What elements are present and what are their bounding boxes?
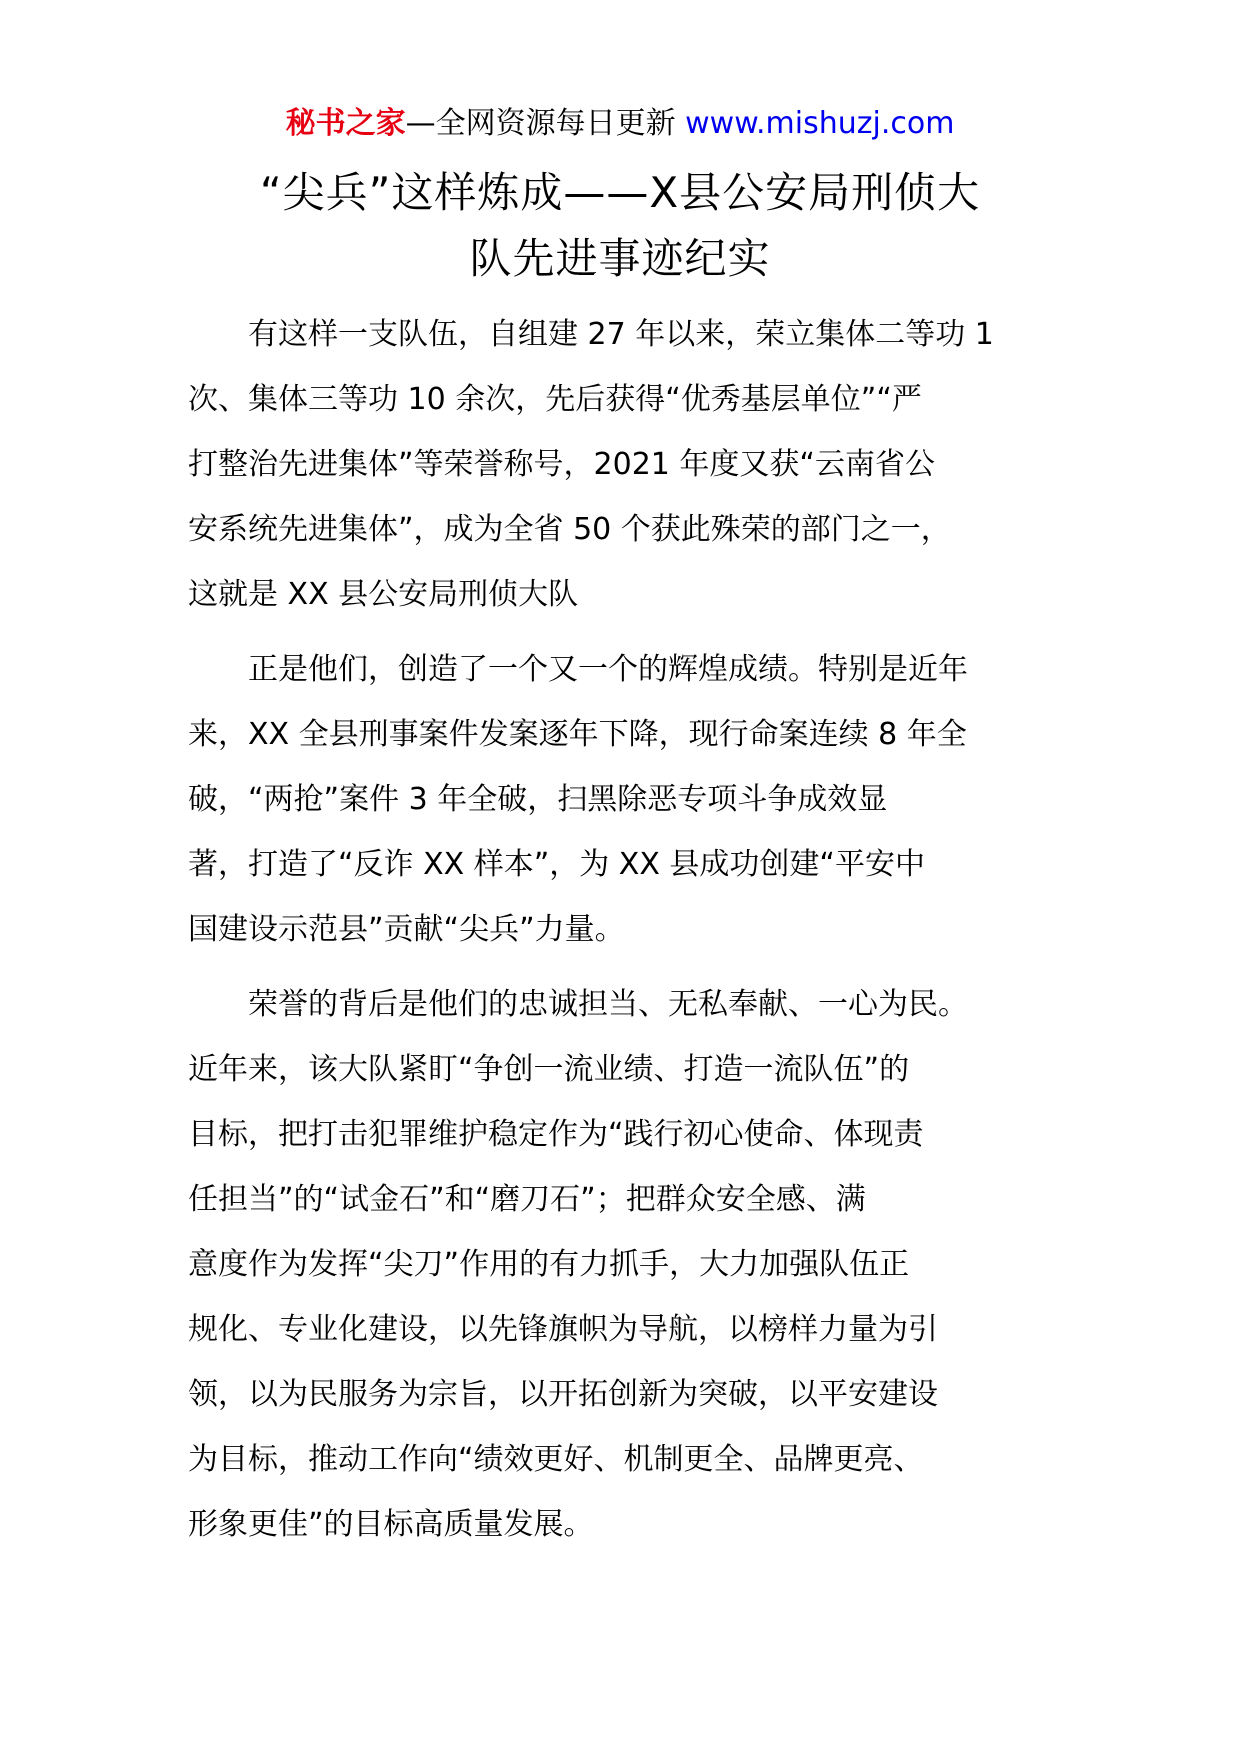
text-line: 著，打造了“反诈 XX 样本”，为 XX 县成功创建“平安中 xyxy=(188,847,925,882)
text-line: 近年来，该大队紧盯“争创一流业绩、打造一流队伍”的 xyxy=(188,1052,910,1087)
title-line: 队先进事迹纪实 xyxy=(469,234,771,283)
text-line: 国建设示范县”贡献“尖兵”力量。 xyxy=(188,912,625,947)
paragraph-3 xyxy=(188,972,1052,1557)
header-tagline: —全网资源每日更新 xyxy=(405,106,676,141)
text-line: 这就是 XX 县公安局刑侦大队 xyxy=(188,577,579,612)
text-line: 正是他们，创造了一个又一个的辉煌成绩。特别是近年 xyxy=(188,652,968,687)
text-line: 次、集体三等功 10 余次，先后获得“优秀基层单位”“严 xyxy=(188,382,922,417)
text-line: 荣誉的背后是他们的忠诚担当、无私奉献、一心为民。 xyxy=(188,987,968,1022)
text-line: 有这样一支队伍，自组建 27 年以来，荣立集体二等功 1 xyxy=(188,317,994,352)
text-line: 领，以为民服务为宗旨，以开拓创新为突破，以平安建设 xyxy=(188,1377,938,1412)
brand-name: 秘书之家 xyxy=(285,106,406,141)
site-header xyxy=(0,104,1240,144)
text-line: 目标，把打击犯罪维护稳定作为“践行初心使命、体现责 xyxy=(188,1117,924,1152)
title-line: “尖兵”这样炼成——X县公安局刑侦大 xyxy=(259,168,981,217)
article-title xyxy=(180,160,1060,292)
text-line: 规化、专业化建设，以先锋旗帜为导航，以榜样力量为引 xyxy=(188,1312,938,1347)
text-line: 任担当”的“试金石”和“磨刀石”；把群众安全感、满 xyxy=(188,1182,866,1217)
paragraph-2 xyxy=(188,637,1052,962)
text-line: 打整治先进集体”等荣誉称号，2021 年度又获“云南省公 xyxy=(188,447,935,482)
text-line: 为目标，推动工作向“绩效更好、机制更全、品牌更亮、 xyxy=(188,1442,924,1477)
text-line: 安系统先进集体”，成为全省 50 个获此殊荣的部门之一， xyxy=(188,512,951,547)
text-line: 来，XX 全县刑事案件发案逐年下降，现行命案连续 8 年全 xyxy=(188,717,967,752)
text-line: 形象更佳”的目标高质量发展。 xyxy=(188,1507,594,1542)
paragraph-1 xyxy=(188,302,1052,627)
site-url-link[interactable]: www.mishuzj.com xyxy=(685,106,955,141)
article-body xyxy=(188,302,1052,1567)
text-line: 意度作为发挥“尖刀”作用的有力抓手，大力加强队伍正 xyxy=(188,1247,910,1282)
text-line: 破，“两抢”案件 3 年全破，扫黑除恶专项斗争成效显 xyxy=(188,782,888,817)
